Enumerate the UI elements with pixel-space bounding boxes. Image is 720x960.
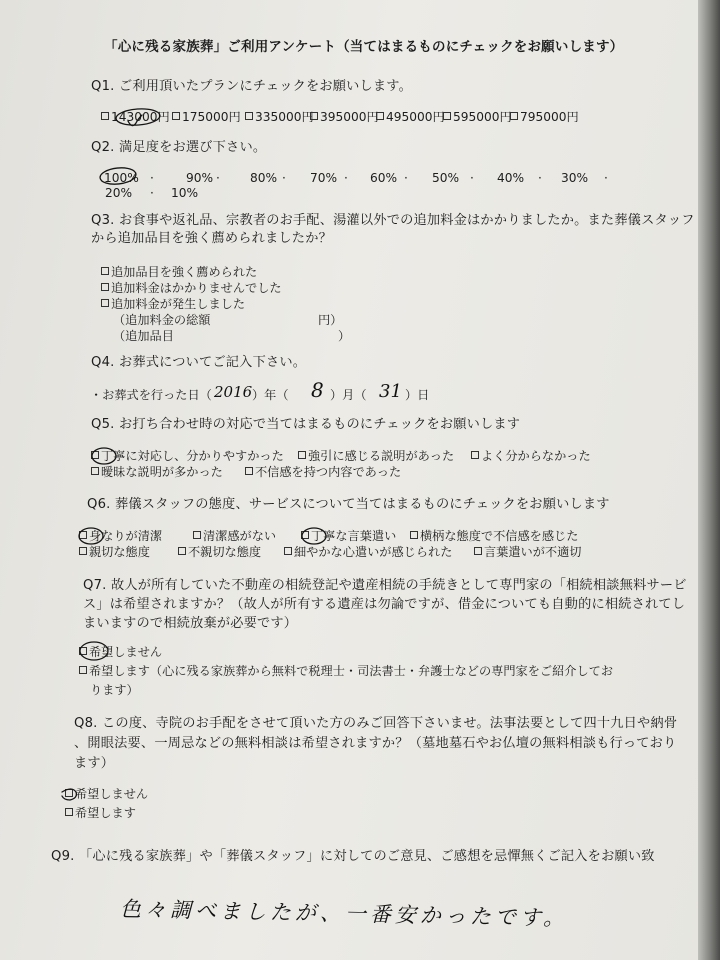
q8-check-mark: [62, 789, 76, 800]
q1-option-395000[interactable]: 395000円: [310, 110, 379, 125]
q7-option-no[interactable]: 希望しません: [79, 645, 162, 660]
q1-option-595000[interactable]: 595000円: [443, 110, 512, 125]
q6-option-unkind[interactable]: 不親切な態度: [178, 545, 261, 560]
q2-option-50[interactable]: 50%: [432, 171, 460, 185]
q6-option-not-clean[interactable]: 清潔感がない: [193, 529, 276, 544]
q2-dot-separator: ·: [150, 186, 154, 200]
q9-question: Q9. 「心に残る家族葬」や「葬儀スタッフ」に対してのご意見、ご感想を忌憚無くご記入をお願い致: [51, 849, 655, 864]
q2-question: Q2. 満足度をお選び下さい。: [91, 140, 267, 155]
q5-circle-mark: [92, 448, 116, 464]
q6-circle-mark-2: [302, 528, 326, 544]
q6-option-kind[interactable]: 親切な態度: [79, 545, 150, 560]
q6-option-polite-language[interactable]: 丁寧な言葉遣い: [301, 529, 396, 544]
q2-option-20[interactable]: 20%: [105, 186, 133, 200]
q4-date-label: ・お葬式を行った日（: [90, 388, 212, 402]
q8-question-line3: ます）: [74, 756, 115, 771]
q1-option-795000[interactable]: 795000円: [510, 110, 579, 125]
q2-option-80[interactable]: 80%: [250, 171, 278, 185]
q6-question: Q6. 葬儀スタッフの態度、サービスについて当てはまるものにチェックをお願いします: [87, 497, 610, 512]
q5-option-unclear[interactable]: よく分からなかった: [471, 449, 591, 464]
q5-question: Q5. お打ち合わせ時の対応で当てはまるものにチェックをお願いします: [91, 417, 521, 432]
q2-circle-mark: [99, 166, 136, 186]
q7-question-line2: ス」は希望されますか？（故人が所有する遺産は勿論ですが、借金についても自動的に相続されてし: [83, 597, 686, 612]
q2-option-60[interactable]: 60%: [370, 171, 398, 185]
q2-dot-separator: ·: [216, 171, 220, 185]
q2-dot-separator: ·: [404, 171, 408, 185]
q3-option-no-extra-charge[interactable]: 追加料金はかかりませんでした: [101, 281, 282, 296]
q2-dot-separator: ·: [282, 171, 286, 185]
q8-question-line2: 、開眼法要、一周忌などの無料相談は希望されますか？（墓地墓石やお仏壇の無料相談も行っており: [74, 736, 677, 751]
q8-option-no[interactable]: 希望しません: [65, 787, 148, 802]
q5-option-polite-clear[interactable]: 丁寧に対応し、分かりやすかった: [91, 449, 284, 464]
q3-items-label: （追加品目: [113, 329, 174, 343]
q1-option-335000[interactable]: 335000円: [245, 110, 314, 125]
q4-day-suffix: ）日: [405, 388, 430, 402]
q7-question-line3: まいますので相続放棄が必要です）: [83, 616, 298, 631]
q6-circle-mark-1: [79, 528, 103, 544]
q2-option-40[interactable]: 40%: [497, 171, 525, 185]
q3-option-extra-charge[interactable]: 追加料金が発生しました: [101, 297, 245, 312]
q7-question-line1: Q7. 故人が所有していた不動産の相続登記や遺産相続の手続きとして専門家の「相続相談無料サービ: [83, 578, 687, 593]
q2-dot-separator: ·: [470, 171, 474, 185]
q6-option-arrogant[interactable]: 横柄な態度で不信感を感じた: [410, 529, 578, 544]
q2-option-30[interactable]: 30%: [561, 171, 589, 185]
q4-month-suffix: ）月（: [330, 388, 367, 402]
q1-circle-mark: [115, 107, 160, 126]
q6-option-inappropriate-language[interactable]: 言葉遣いが不適切: [474, 545, 582, 560]
q2-dot-separator: ·: [604, 171, 608, 185]
q2-dot-separator: ·: [538, 171, 542, 185]
q7-option-yes-line2: ります）: [90, 683, 139, 697]
q3-items-close: ）: [338, 329, 351, 343]
q3-option-strongly-recommended[interactable]: 追加品目を強く薦められた: [101, 265, 257, 280]
q2-dot-separator: ·: [150, 171, 154, 185]
q2-option-70[interactable]: 70%: [310, 171, 338, 185]
q9-handwritten-comment[interactable]: 色々調べましたが、一番安かったです。: [119, 897, 569, 931]
q4-year-suffix: ）年（: [252, 388, 289, 402]
q4-handwritten-year[interactable]: 2016: [214, 383, 253, 401]
q8-option-yes[interactable]: 希望します: [65, 806, 136, 821]
q1-option-143000[interactable]: 143000円: [101, 110, 170, 125]
q5-option-forceful[interactable]: 強引に感じる説明があった: [298, 449, 454, 464]
q8-question-line1: Q8. この度、寺院のお手配をさせて頂いた方のみご回答下さいませ。法事法要として四十九日や納骨: [74, 716, 678, 731]
q5-option-vague[interactable]: 曖昧な説明が多かった: [91, 465, 223, 480]
q3-total-label: （追加料金の総額: [113, 313, 211, 327]
q2-dot-separator: ·: [344, 171, 348, 185]
q2-option-90[interactable]: 90%: [186, 171, 214, 185]
q4-handwritten-month[interactable]: 8: [311, 378, 324, 402]
q7-option-yes[interactable]: 希望します（心に残る家族葬から無料で税理士・司法書士・弁護士などの専門家をご紹介してお: [79, 664, 613, 679]
q2-option-100[interactable]: 100%: [104, 171, 139, 185]
q1-question: Q1. ご利用頂いたプランにチェックをお願いします。: [91, 79, 413, 94]
q6-option-clean-appearance[interactable]: 身なりが清潔: [79, 529, 162, 544]
q1-option-175000[interactable]: 175000円: [172, 110, 241, 125]
q1-option-495000[interactable]: 495000円: [376, 110, 445, 125]
q6-option-considerate[interactable]: 細やかな心遣いが感じられた: [284, 545, 452, 560]
q4-question: Q4. お葬式についてご記入下さい。: [91, 355, 307, 370]
q2-option-10[interactable]: 10%: [171, 186, 199, 200]
q5-option-distrust[interactable]: 不信感を持つ内容であった: [245, 465, 401, 480]
q3-question-line2: から追加品目を強く薦められましたか？: [91, 231, 332, 246]
survey-title: 「心に残る家族葬」ご利用アンケート（当てはまるものにチェックをお願いします）: [104, 39, 624, 55]
q3-question-line1: Q3. お食事や返礼品、宗教者のお手配、湯灌以外での追加料金はかかりましたか。また葬儀スタッフ: [91, 213, 695, 228]
q3-total-close: 円）: [318, 313, 343, 327]
q1-tick-mark: [128, 115, 142, 126]
q7-circle-mark: [80, 642, 108, 660]
q4-handwritten-day[interactable]: 31: [379, 381, 402, 402]
